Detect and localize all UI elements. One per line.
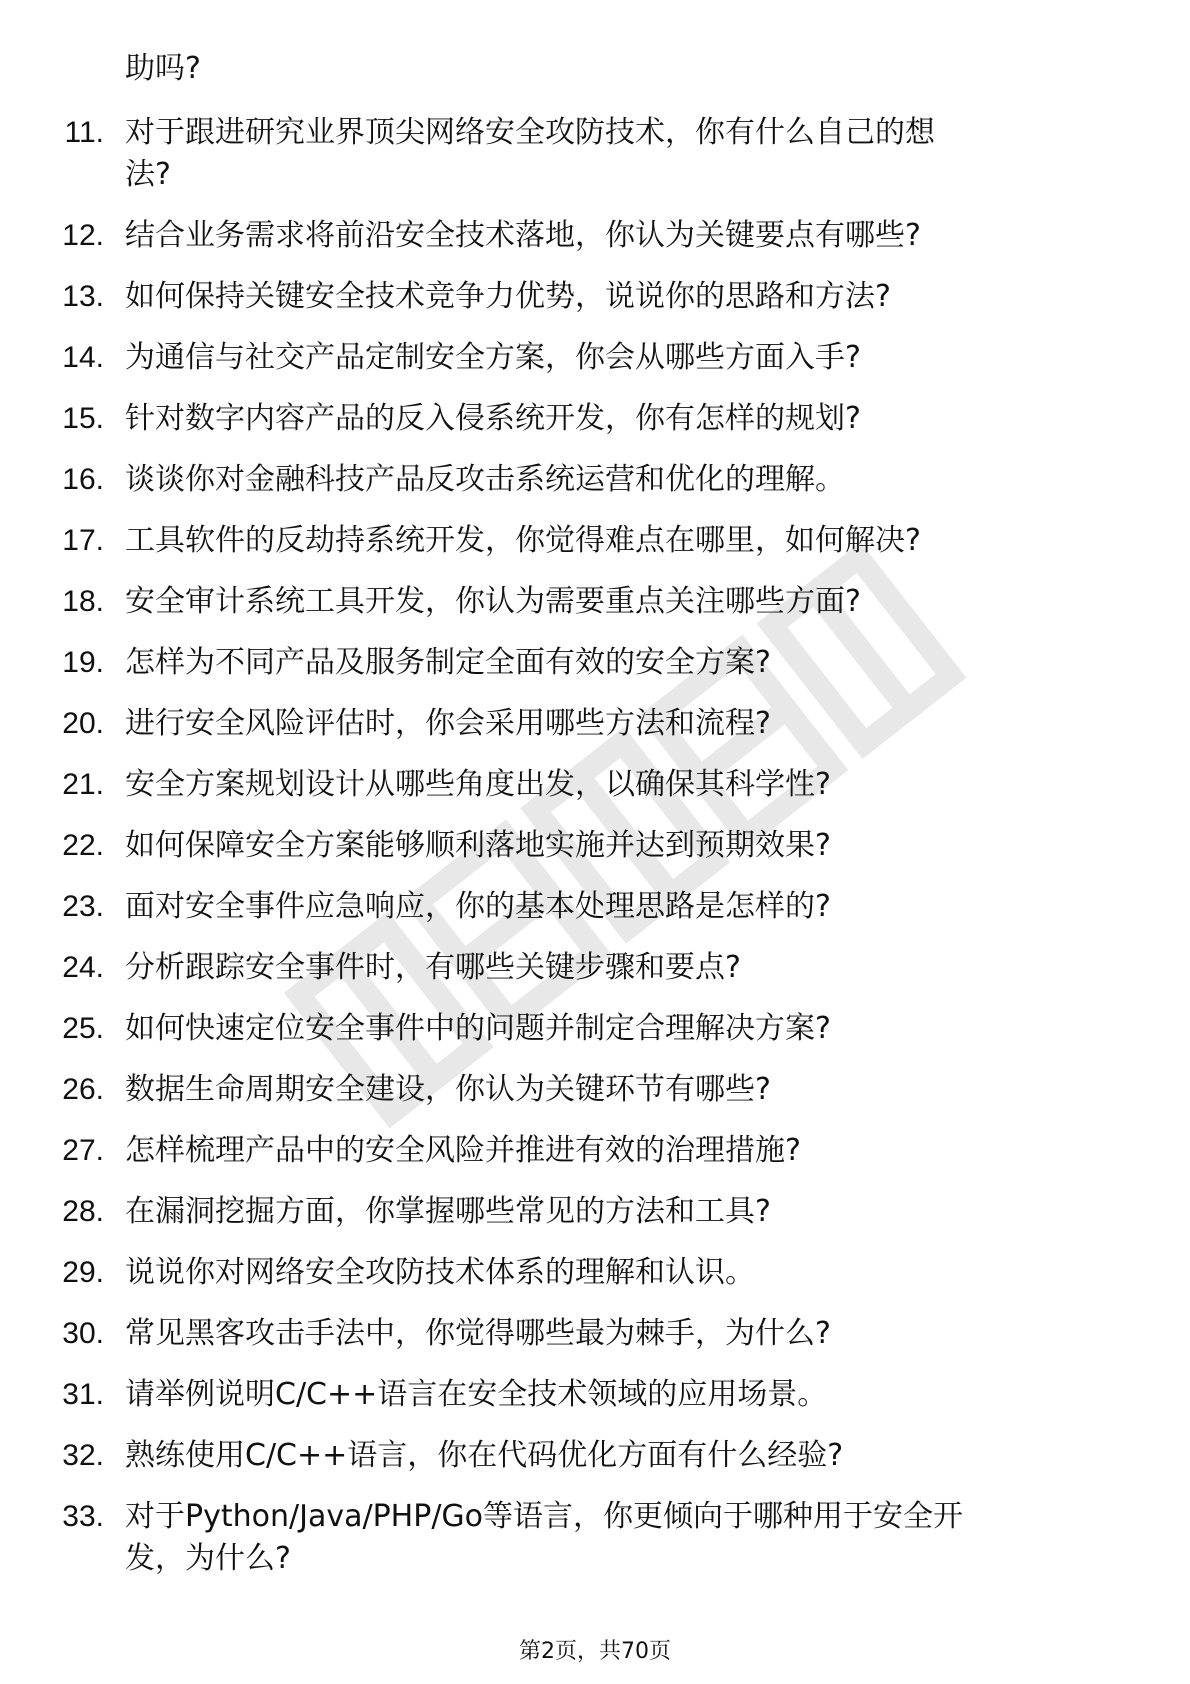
question-text: 怎样梳理产品中的安全风险并推进有效的治理措施? [125,1133,801,1168]
question-item [0,520,1190,562]
question-number: 32. [62,1439,104,1472]
question-number: 21. [62,768,104,801]
question-number: 30. [62,1317,104,1350]
question-list [0,112,1190,1599]
question-item [0,459,1190,501]
question-number: 27. [62,1134,104,1167]
question-text: 分析跟踪安全事件时，有哪些关键步骤和要点? [125,950,741,985]
question-number: 14. [62,341,104,374]
question-item [0,398,1190,440]
question-item [0,1252,1190,1294]
question-number: 25. [62,1012,104,1045]
question-text: 安全审计系统工具开发，你认为需要重点关注哪些方面? [125,584,861,619]
question-number: 22. [62,829,104,862]
question-text: 针对数字内容产品的反入侵系统开发，你有怎样的规划? [125,401,861,436]
question-text: 如何保障安全方案能够顺利落地实施并达到预期效果? [125,828,831,863]
question-text: 如何快速定位安全事件中的问题并制定合理解决方案? [125,1011,831,1046]
question-item [0,1435,1190,1477]
question-number: 13. [62,280,104,313]
question-text: 数据生命周期安全建设，你认为关键环节有哪些? [125,1072,771,1107]
question-item [0,276,1190,318]
question-item [0,112,1190,196]
question-item [0,886,1190,928]
question-item [0,1191,1190,1233]
question-number: 19. [62,646,104,679]
question-item [0,947,1190,989]
question-text: 说说你对网络安全攻防技术体系的理解和认识。 [125,1255,755,1290]
question-number: 24. [62,951,104,984]
question-item [0,1496,1190,1580]
question-text: 怎样为不同产品及服务制定全面有效的安全方案? [125,645,771,680]
question-number: 28. [62,1195,104,1228]
question-text: 对于跟进研究业界顶尖网络安全攻防技术，你有什么自己的想 法? [125,115,935,192]
question-text: 请举例说明C/C++语言在安全技术领域的应用场景。 [125,1377,828,1412]
question-number: 12. [62,219,104,252]
page-footer: 第2页，共70页 [519,1639,671,1664]
question-item [0,215,1190,257]
question-number: 23. [62,890,104,923]
question-item [0,581,1190,623]
question-number: 18. [62,585,104,618]
question-text: 如何保持关键安全技术竞争力优势，说说你的思路和方法? [125,279,891,314]
question-item [0,1313,1190,1355]
question-item [0,642,1190,684]
question-number: 16. [62,463,104,496]
question-item [0,764,1190,806]
question-number: 15. [62,402,104,435]
question-item [0,1008,1190,1050]
question-number: 26. [62,1073,104,1106]
question-text: 在漏洞挖掘方面，你掌握哪些常见的方法和工具? [125,1194,771,1229]
continuation-line: 助吗? [125,51,201,86]
question-item [0,1069,1190,1111]
question-item [0,1374,1190,1416]
question-number: 17. [62,524,104,557]
question-text: 进行安全风险评估时，你会采用哪些方法和流程? [125,706,771,741]
question-item [0,703,1190,745]
question-text: 对于Python/Java/PHP/Go等语言，你更倾向于哪种用于安全开 发，为什么? [125,1499,964,1576]
question-text: 结合业务需求将前沿安全技术落地，你认为关键要点有哪些? [125,218,921,253]
question-number: 29. [62,1256,104,1289]
question-number: 31. [62,1378,104,1411]
question-item [0,337,1190,379]
question-number: 33. [62,1500,104,1533]
question-text: 工具软件的反劫持系统开发，你觉得难点在哪里，如何解决? [125,523,921,558]
question-text: 熟练使用C/C++语言，你在代码优化方面有什么经验? [125,1438,844,1473]
question-text: 谈谈你对金融科技产品反攻击系统运营和优化的理解。 [125,462,845,497]
question-number: 11. [64,116,104,149]
question-number: 20. [62,707,104,740]
question-item [0,825,1190,867]
question-item [0,1130,1190,1172]
question-text: 为通信与社交产品定制安全方案，你会从哪些方面入手? [125,340,861,375]
question-text: 常见黑客攻击手法中，你觉得哪些最为棘手，为什么? [125,1316,831,1351]
question-text: 安全方案规划设计从哪些角度出发，以确保其科学性? [125,767,831,802]
question-text: 面对安全事件应急响应，你的基本处理思路是怎样的? [125,889,831,924]
